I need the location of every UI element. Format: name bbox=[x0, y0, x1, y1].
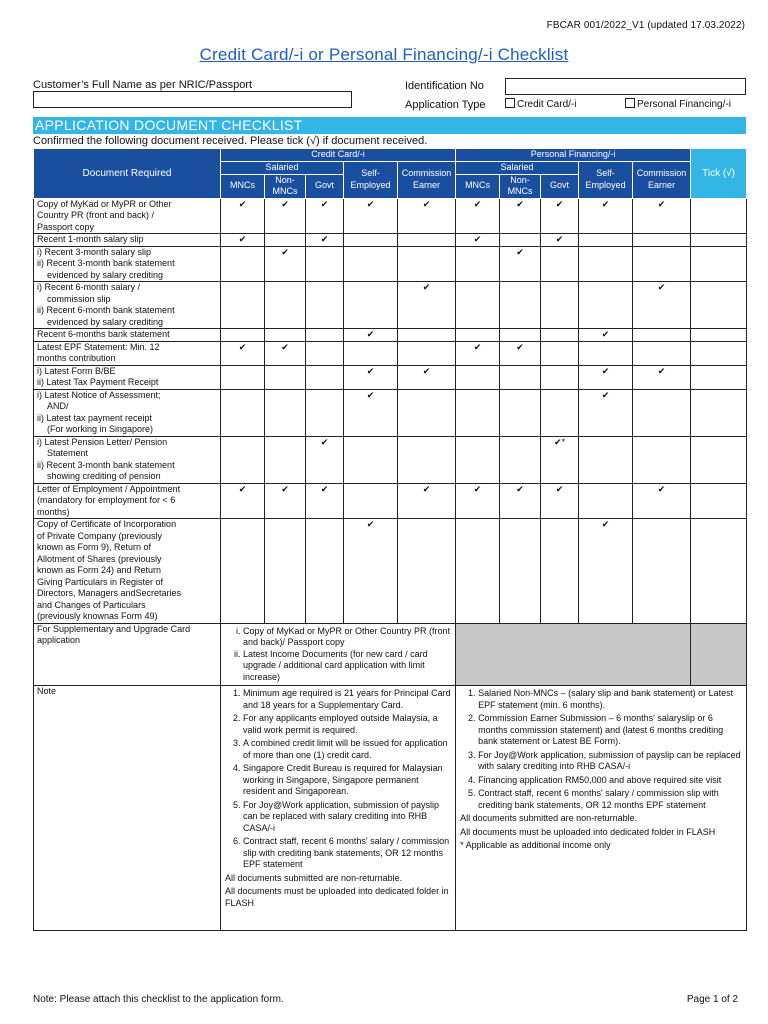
tick-box[interactable] bbox=[691, 436, 747, 483]
document-label-line: known as Form 24) and Return bbox=[37, 565, 162, 575]
tick-mark bbox=[221, 519, 265, 624]
header-cc-commission-earner: Commission Earner bbox=[398, 161, 456, 198]
tick-box[interactable] bbox=[691, 246, 747, 282]
tick-mark: ✔ bbox=[344, 389, 398, 436]
tick-mark: ✔ bbox=[398, 483, 456, 519]
supplementary-tick-na bbox=[691, 623, 747, 686]
tick-box[interactable] bbox=[691, 519, 747, 624]
tick-mark bbox=[541, 246, 579, 282]
header-cc-salaried: Salaried bbox=[221, 161, 344, 174]
tick-mark bbox=[265, 365, 306, 389]
tick-mark: ✔ bbox=[633, 282, 691, 329]
document-label-line: Recent 6-months bank statement bbox=[37, 329, 170, 339]
apptype-label: Application Type bbox=[405, 99, 486, 111]
document-label-line: Statement bbox=[47, 448, 89, 458]
table-row bbox=[34, 341, 747, 365]
tick-mark bbox=[456, 329, 500, 342]
document-label-line: (For working in Singapore) bbox=[47, 424, 154, 434]
id-label: Identification No bbox=[405, 80, 484, 92]
tick-mark bbox=[541, 341, 579, 365]
tick-mark bbox=[456, 389, 500, 436]
table-row bbox=[34, 329, 747, 342]
tick-mark: ✔ bbox=[579, 389, 633, 436]
header-document-required: Document Required bbox=[34, 149, 221, 199]
tick-mark bbox=[541, 365, 579, 389]
document-label-line: (mandatory for employment for < 6 bbox=[37, 495, 176, 505]
tick-mark: ✔ bbox=[265, 246, 306, 282]
note-text: All documents submitted are non-returnable. bbox=[460, 813, 638, 823]
tick-mark bbox=[398, 389, 456, 436]
section-title: APPLICATION DOCUMENT CHECKLIST bbox=[33, 117, 746, 134]
tick-mark bbox=[306, 329, 344, 342]
tick-mark: ✔ bbox=[221, 341, 265, 365]
tick-mark bbox=[306, 365, 344, 389]
header-credit-card: Credit Card/-i bbox=[221, 149, 456, 162]
tick-mark: ✔ bbox=[221, 234, 265, 247]
header-tick: Tick (√) bbox=[691, 149, 747, 199]
tick-mark: ✔* bbox=[541, 436, 579, 483]
note-item: 4. Financing application RM50,000 and above required site visit bbox=[478, 775, 742, 787]
tick-mark bbox=[579, 246, 633, 282]
header-pf-salaried: Salaried bbox=[456, 161, 579, 174]
document-label-line: ii) Recent 3-month bank statement bbox=[37, 459, 175, 470]
tick-mark bbox=[221, 246, 265, 282]
tick-mark bbox=[541, 389, 579, 436]
header-cc-non-mncs: Non-MNCs bbox=[265, 174, 306, 198]
tick-box[interactable] bbox=[691, 365, 747, 389]
tick-mark bbox=[306, 341, 344, 365]
document-label-line: ii) Recent 6-month bank statement bbox=[37, 305, 175, 315]
tick-mark bbox=[579, 234, 633, 247]
document-label bbox=[34, 483, 221, 519]
checklist-table bbox=[33, 148, 747, 931]
tick-mark bbox=[456, 246, 500, 282]
header-cc-self-employed: Self-Employed bbox=[344, 161, 398, 198]
checkbox-credit-card[interactable] bbox=[505, 98, 515, 108]
document-label-line: of Private Company (previously bbox=[37, 530, 163, 541]
supplementary-docs bbox=[221, 623, 456, 686]
tick-mark: ✔ bbox=[344, 365, 398, 389]
tick-mark: ✔ bbox=[265, 483, 306, 519]
note-credit-card bbox=[221, 686, 456, 931]
document-label-line: evidenced by salary crediting bbox=[47, 316, 164, 327]
tick-mark bbox=[633, 436, 691, 483]
tick-box[interactable] bbox=[691, 234, 747, 247]
tick-mark: ✔ bbox=[456, 341, 500, 365]
tick-mark: ✔ bbox=[306, 436, 344, 483]
supplementary-label: For Supplementary and Upgrade Card application bbox=[34, 623, 221, 686]
table-row bbox=[34, 234, 747, 247]
supplementary-item: ii. Latest Income Documents (for new card / card upgrade / additional card application with limit increase) bbox=[243, 649, 451, 684]
tick-mark: ✔ bbox=[398, 365, 456, 389]
tick-mark bbox=[398, 519, 456, 624]
document-label-line: Directors, Managers andSecretaries bbox=[37, 588, 182, 598]
document-label-line: i) Recent 6-month salary / bbox=[37, 282, 141, 292]
document-label-line: months contribution bbox=[37, 353, 116, 363]
document-label bbox=[34, 246, 221, 282]
tick-mark bbox=[500, 436, 541, 483]
note-item: 4. Singapore Credit Bureau is required for Malaysian working in Singapore, Singapore permanent resident and Singaporean. bbox=[243, 763, 451, 798]
tick-mark bbox=[265, 282, 306, 329]
header-personal-financing: Personal Financing/-i bbox=[456, 149, 691, 162]
tick-mark: ✔ bbox=[541, 483, 579, 519]
tick-mark: ✔ bbox=[344, 198, 398, 234]
document-label-line: showing crediting of pension bbox=[47, 471, 161, 481]
document-label bbox=[34, 198, 221, 234]
note-text: All documents submitted are non-returnable. bbox=[225, 872, 403, 883]
note-item: 2. Commission Earner Submission – 6 months' salaryslip or 6 months commission statement) and (latest 6 months crediting bank statement or Latest BE Form). bbox=[478, 713, 742, 748]
tick-mark bbox=[398, 436, 456, 483]
tick-mark: ✔ bbox=[579, 329, 633, 342]
tick-mark: ✔ bbox=[221, 198, 265, 234]
tick-mark: ✔ bbox=[306, 198, 344, 234]
tick-mark: ✔ bbox=[579, 365, 633, 389]
customer-name-field[interactable] bbox=[33, 91, 352, 108]
header-pf-non-mncs: Non-MNCs bbox=[500, 174, 541, 198]
document-label-line: Copy of MyKad or MyPR or Other bbox=[37, 198, 172, 209]
tick-mark bbox=[398, 341, 456, 365]
header-pf-mncs: MNCs bbox=[456, 174, 500, 198]
tick-mark bbox=[500, 329, 541, 342]
table-row bbox=[34, 198, 747, 234]
document-label bbox=[34, 234, 221, 247]
document-label-line: Giving Particulars in Register of bbox=[37, 576, 164, 587]
tick-mark: ✔ bbox=[398, 198, 456, 234]
table-row bbox=[34, 365, 747, 389]
table-row bbox=[34, 436, 747, 483]
tick-mark: ✔ bbox=[344, 519, 398, 624]
tick-mark bbox=[579, 341, 633, 365]
tick-mark bbox=[541, 329, 579, 342]
tick-mark bbox=[633, 519, 691, 624]
tick-mark bbox=[265, 329, 306, 342]
tick-mark bbox=[579, 483, 633, 519]
tick-mark bbox=[306, 246, 344, 282]
document-label bbox=[34, 519, 221, 624]
supplementary-item: i. Copy of MyKad or MyPR or Other Country PR (front and back)/ Passport copy bbox=[243, 626, 451, 649]
tick-mark bbox=[344, 246, 398, 282]
identification-no-field[interactable] bbox=[505, 78, 746, 95]
note-item: 1. Minimum age required is 21 years for Principal Card and 18 years for a Supplementary Card. bbox=[243, 688, 451, 711]
tick-mark: ✔ bbox=[265, 341, 306, 365]
tick-mark bbox=[579, 282, 633, 329]
tick-mark bbox=[265, 436, 306, 483]
document-label-line: commission slip bbox=[47, 293, 111, 304]
note-text: All documents must be uploaded into dedicated folder in FLASH bbox=[460, 826, 716, 837]
tick-mark bbox=[456, 519, 500, 624]
document-label-line: and Changes of Particulars bbox=[37, 599, 146, 610]
footer-note: Note: Please attach this checklist to the application form. bbox=[33, 994, 284, 1005]
tick-mark bbox=[541, 519, 579, 624]
note-item: 2. For any applicants employed outside Malaysia, a valid work permit is required. bbox=[243, 713, 451, 736]
tick-mark bbox=[306, 389, 344, 436]
header-pf-govt: Govt bbox=[541, 174, 579, 198]
document-label bbox=[34, 365, 221, 389]
tick-mark bbox=[344, 341, 398, 365]
document-label-line: Country PR (front and back) / bbox=[37, 210, 155, 220]
note-item: 6. Contract staff, recent 6 months' salary / commission slip with crediting bank statements, OR 12 months EPF statement bbox=[243, 836, 451, 871]
tick-box[interactable] bbox=[691, 329, 747, 342]
document-label bbox=[34, 282, 221, 329]
tick-mark: ✔ bbox=[500, 341, 541, 365]
document-label-line: (previously knownas Form 49) bbox=[37, 611, 158, 621]
tick-mark bbox=[500, 519, 541, 624]
tick-mark bbox=[456, 436, 500, 483]
document-label-line: ii) Latest Tax Payment Receipt bbox=[37, 377, 159, 387]
tick-mark: ✔ bbox=[500, 198, 541, 234]
note-item: 1. Salaried Non-MNCs – (salary slip and bank statement) or Latest EPF statement (min. 6 months). bbox=[478, 688, 742, 711]
table-row bbox=[34, 483, 747, 519]
tick-mark: ✔ bbox=[398, 282, 456, 329]
document-label bbox=[34, 329, 221, 342]
document-label-line: Allotment of Shares (previously bbox=[37, 553, 162, 564]
tick-mark bbox=[633, 389, 691, 436]
note-item: 3. A combined credit limit will be issued for application of more than one (1) credit card. bbox=[243, 738, 451, 761]
table-row bbox=[34, 389, 747, 436]
tick-mark bbox=[500, 389, 541, 436]
tick-mark bbox=[265, 519, 306, 624]
tick-mark bbox=[221, 365, 265, 389]
tick-mark bbox=[344, 436, 398, 483]
tick-mark bbox=[221, 436, 265, 483]
tick-box[interactable] bbox=[691, 483, 747, 519]
tick-mark bbox=[633, 246, 691, 282]
form-reference: FBCAR 001/2022_V1 (updated 17.03.2022) bbox=[546, 20, 745, 31]
tick-mark: ✔ bbox=[344, 329, 398, 342]
tick-mark bbox=[221, 389, 265, 436]
tick-mark: ✔ bbox=[579, 198, 633, 234]
tick-mark bbox=[398, 329, 456, 342]
tick-mark bbox=[344, 234, 398, 247]
note-personal-financing bbox=[456, 686, 747, 931]
tick-mark: ✔ bbox=[633, 365, 691, 389]
document-label-line: AND/ bbox=[47, 401, 69, 411]
header-cc-govt: Govt bbox=[306, 174, 344, 198]
tick-mark: ✔ bbox=[500, 483, 541, 519]
tick-box[interactable] bbox=[691, 341, 747, 365]
document-label-line: Copy of Certificate of Incorporation bbox=[37, 519, 177, 529]
tick-box[interactable] bbox=[691, 389, 747, 436]
tick-mark: ✔ bbox=[456, 198, 500, 234]
document-label bbox=[34, 436, 221, 483]
supplementary-na bbox=[456, 623, 691, 686]
document-label-line: Latest EPF Statement: Min. 12 bbox=[37, 341, 160, 352]
tick-mark bbox=[500, 282, 541, 329]
document-label-line: ii) Latest tax payment receipt bbox=[37, 412, 153, 423]
tick-mark bbox=[456, 282, 500, 329]
name-label: Customer’s Full Name as per NRIC/Passport bbox=[33, 79, 253, 91]
checkbox-personal-financing[interactable] bbox=[625, 98, 635, 108]
tick-mark bbox=[306, 519, 344, 624]
tick-mark: ✔ bbox=[541, 234, 579, 247]
option-personal-financing[interactable]: Personal Financing/-i bbox=[625, 98, 731, 110]
document-label-line: ii) Recent 3-month bank statement bbox=[37, 258, 175, 268]
document-label-line: Recent 1-month salary slip bbox=[37, 234, 144, 244]
document-label-line: i) Latest Pension Letter/ Pension bbox=[37, 436, 168, 447]
document-label bbox=[34, 341, 221, 365]
tick-mark bbox=[579, 436, 633, 483]
document-label-line: i) Recent 3-month salary slip bbox=[37, 246, 152, 257]
tick-mark: ✔ bbox=[633, 198, 691, 234]
document-label-line: i) Latest Notice of Assessment; bbox=[37, 389, 161, 400]
tick-mark: ✔ bbox=[579, 519, 633, 624]
table-row bbox=[34, 246, 747, 282]
tick-mark bbox=[541, 282, 579, 329]
tick-mark bbox=[500, 365, 541, 389]
tick-mark bbox=[456, 365, 500, 389]
document-label-line: Passport copy bbox=[37, 221, 95, 232]
tick-mark: ✔ bbox=[500, 246, 541, 282]
document-label bbox=[34, 389, 221, 436]
header-pf-commission-earner: Commission Earner bbox=[633, 161, 691, 198]
tick-mark: ✔ bbox=[306, 234, 344, 247]
header-cc-mncs: MNCs bbox=[221, 174, 265, 198]
tick-box[interactable] bbox=[691, 198, 747, 234]
tick-mark bbox=[633, 329, 691, 342]
tick-mark bbox=[633, 341, 691, 365]
tick-mark: ✔ bbox=[221, 483, 265, 519]
tick-mark bbox=[633, 234, 691, 247]
page-number: Page 1 of 2 bbox=[686, 994, 738, 1005]
tick-mark bbox=[344, 483, 398, 519]
header-pf-self-employed: Self-Employed bbox=[579, 161, 633, 198]
note-label: Note bbox=[34, 686, 221, 931]
tick-mark: ✔ bbox=[306, 483, 344, 519]
document-label-line: known as Form 9), Return of bbox=[37, 542, 152, 552]
note-item: 5. Contract staff, recent 6 months' salary / commission slip with crediting bank statements, OR 12 months EPF statement bbox=[478, 788, 742, 811]
tick-mark: ✔ bbox=[541, 198, 579, 234]
tick-mark: ✔ bbox=[456, 234, 500, 247]
tick-mark bbox=[500, 234, 541, 247]
tick-mark bbox=[306, 282, 344, 329]
tick-mark bbox=[221, 282, 265, 329]
tick-mark bbox=[398, 234, 456, 247]
document-label-line: Letter of Employment / Appointment bbox=[37, 483, 181, 494]
confirm-instruction: Confirmed the following document received. Please tick (√) if document received. bbox=[33, 135, 428, 147]
table-row bbox=[34, 282, 747, 329]
note-text: * Applicable as additional income only bbox=[460, 840, 611, 850]
document-label-line: i) Latest Form B/BE bbox=[37, 365, 116, 376]
tick-mark: ✔ bbox=[633, 483, 691, 519]
note-item: 5. For Joy@Work application, submission of payslip can be replaced with salary crediting into RHB CASA/-i bbox=[243, 800, 451, 835]
tick-mark bbox=[221, 329, 265, 342]
note-text: All documents must be uploaded into dedicated folder in FLASH bbox=[225, 886, 449, 908]
tick-mark bbox=[265, 234, 306, 247]
table-row bbox=[34, 519, 747, 624]
option-credit-card[interactable]: Credit Card/-i bbox=[505, 98, 576, 110]
tick-mark bbox=[265, 389, 306, 436]
tick-mark bbox=[344, 282, 398, 329]
tick-mark bbox=[398, 246, 456, 282]
document-label-line: evidenced by salary crediting bbox=[47, 269, 164, 280]
tick-mark: ✔ bbox=[265, 198, 306, 234]
document-label-line: months) bbox=[37, 506, 70, 517]
page-title: Credit Card/-i or Personal Financing/-i Checklist bbox=[199, 45, 569, 64]
tick-box[interactable] bbox=[691, 282, 747, 329]
tick-mark: ✔ bbox=[456, 483, 500, 519]
note-item: 3. For Joy@Work application, submission of payslip can be replaced with salary crediting into RHB CASA/-i bbox=[478, 750, 742, 773]
